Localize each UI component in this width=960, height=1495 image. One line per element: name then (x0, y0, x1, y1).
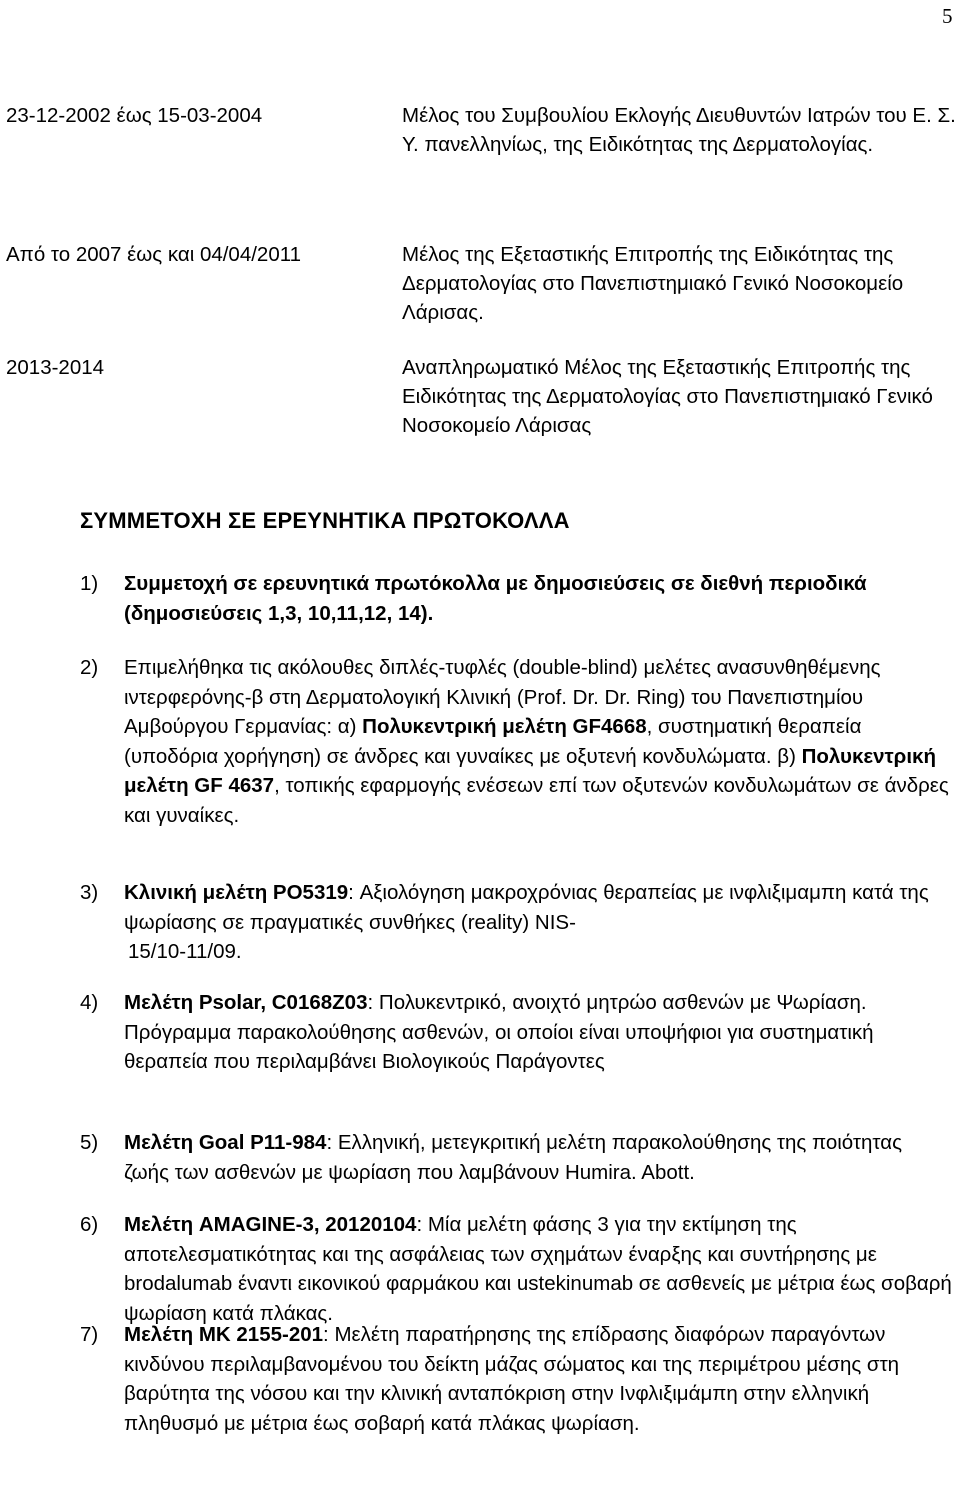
study-name: Μελέτη MK 2155-201 (124, 1323, 324, 1346)
appointment-period: 2013-2014 (6, 356, 105, 379)
item-number: 7) (80, 1323, 99, 1346)
item-number: 1) (80, 572, 99, 595)
item-text: Μελέτη AMAGINE-3, 20120104: Μία μελέτη φάσης 3 για την εκτίμηση της αποτελεσματικότητας και της ασφάλειας των σχημάτων έναρξης και συντήρησης με brodalumab έναντι εικονικού φαρμάκου και ustekinumab σε ασθενείς με μέτρια έως σοβαρή ψωρίαση κατά πλάκας. (124, 1213, 952, 1325)
item-number: 4) (80, 991, 99, 1014)
item-text: Επιμελήθηκα τις ακόλουθες διπλές-τυφλές (double-blind) μελέτες ανασυνθηθέμενης ιντερφερόνης-β στη Δερματολογική Κλινική (Prof. Dr. Dr. Ring) του Πανεπιστημίου Αμβούργου Γερμανίας: α) Πολυκεντρική μελέτη GF4668, συστηματική θεραπεία (υποδόρια χορήγηση) σε άνδρες και γυναίκες με οξυτενή κονδυλώματα. β) Πολυκεντρική μελέτη GF 4637, τοπικής εφαρμογής ενέσεων επί των οξυτενών κονδυλωμάτων σε άνδρες και γυναίκες. (124, 656, 949, 827)
list-item (80, 569, 952, 628)
list-item (80, 1210, 952, 1328)
study-name: Πολυκεντρική μελέτη GF4668 (362, 715, 647, 738)
study-name: Μελέτη Goal P11-984 (124, 1131, 327, 1154)
item-text: Μελέτη Psolar, C0168Z03: Πολυκεντρικό, ανοιχτό μητρώο ασθενών με Ψωρίαση. Πρόγραμμα παρακολούθησης ασθενών, οι οποίοι είναι υποψήφιοι για συστηματική θεραπεία που περιλαμβάνει Βιολογικούς Παράγοντες (124, 991, 874, 1073)
item-text: Μελέτη Goal P11-984: Ελληνική, μετεγκριτική μελέτη παρακολούθησης της ποιότητας ζωής των ασθενών με ψωρίαση που λαμβάνουν Humira. Abott. (124, 1131, 902, 1184)
study-name: Μελέτη AMAGINE-3, 20120104 (124, 1213, 417, 1236)
list-item (80, 1320, 952, 1438)
appointment-description: Αναπληρωματικό Μέλος της Εξεταστικής Επιτροπής της Ειδικότητας της Δερματολογίας στο Πανεπιστημιακό Γενικό Νοσοκομείο Λάρισας (402, 356, 933, 437)
study-name: Κλινική μελέτη PO5319 (124, 881, 349, 904)
item-number: 5) (80, 1131, 99, 1154)
list-item (80, 878, 952, 967)
item-number: 6) (80, 1213, 99, 1236)
item-text: Μελέτη MK 2155-201: Μελέτη παρατήρησης της επίδρασης διαφόρων παραγόντων κινδύνου περιλαμβανομένου του δείκτη μάζας σώματος και της περιμέτρου μέσης στη βαρύτητα της νόσου και την κλινική ανταπόκριση στην Ινφλιξιμάμπη στην ελληνική πληθυσμό με μέτρια έως σοβαρή κατά πλάκας ψωρίαση. (124, 1323, 900, 1435)
study-name: Πολυκεντρική μελέτη GF 4637 (124, 744, 936, 797)
page-number: 5 (942, 4, 953, 28)
study-name: Μελέτη Psolar, C0168Z03 (124, 991, 368, 1014)
section-title: ΣΥΜΜΕΤΟΧΗ ΣΕ ΕΡΕΥΝΗΤΙΚΑ ΠΡΩΤΟΚΟΛΛΑ (80, 508, 570, 533)
appointment-description: Μέλος του Συμβουλίου Εκλογής Διευθυντών Ιατρών του Ε. Σ. Υ. πανελληνίως, της Ειδικότητας της Δερματολογίας. (402, 104, 956, 156)
item-number: 2) (80, 656, 99, 679)
list-item (80, 653, 952, 830)
appointment-period: Από το 2007 έως και 04/04/2011 (6, 243, 302, 266)
appointment-period: 23-12-2002 έως 15-03-2004 (6, 104, 263, 127)
appointment-description: Μέλος της Εξεταστικής Επιτροπής της Ειδικότητας της Δερματολογίας στο Πανεπιστημιακό Γενικό Νοσοκομείο Λάρισας. (402, 243, 904, 324)
item-text: Κλινική μελέτη PO5319: Αξιολόγηση μακροχρόνιας θεραπείας με ινφλιξιμαμπη κατά της ψωρίασης σε πραγματικές συνθήκες (reality) NIS- 15/10-11/09. (124, 881, 929, 963)
item-text: Συμμετοχή σε ερευνητικά πρωτόκολλα με δημοσιεύσεις σε διεθνή περιοδικά (δημοσιεύσεις 1,3, 10,11,12, 14). (124, 572, 867, 625)
list-item (80, 1128, 952, 1187)
list-item (80, 988, 952, 1077)
item-number: 3) (80, 881, 99, 904)
